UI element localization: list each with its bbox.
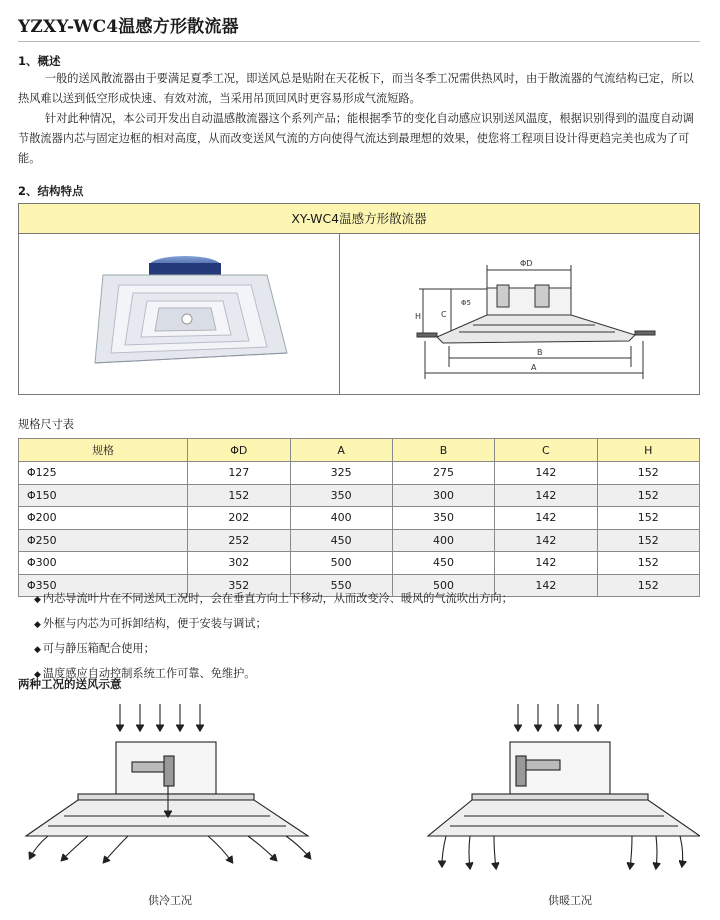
airflow-diagrams	[18, 696, 700, 874]
table-cell: 450	[392, 552, 494, 575]
table-cell: 152	[597, 529, 699, 552]
table-cell: 152	[597, 552, 699, 575]
table-row	[19, 462, 700, 485]
label-phi-5: Φ5	[461, 299, 471, 307]
table-cell: 252	[188, 529, 290, 552]
table-cell: 142	[495, 552, 597, 575]
table-cell: 450	[290, 529, 392, 552]
table-cell: 350	[392, 507, 494, 530]
feature-item: ◆ 外框与内芯为可拆卸结构，便于安装与调试；	[46, 612, 513, 637]
table-cell: 500	[392, 574, 494, 597]
header-a: A	[290, 439, 392, 462]
header-c: C	[495, 439, 597, 462]
table-row	[19, 507, 700, 530]
table-cell: 142	[495, 462, 597, 485]
table-cell: 550	[290, 574, 392, 597]
table-cell: 350	[290, 484, 392, 507]
table-cell: 142	[495, 529, 597, 552]
overview-text	[18, 69, 700, 169]
table-cell: 152	[597, 462, 699, 485]
table-cell: 400	[392, 529, 494, 552]
table-cell: 300	[392, 484, 494, 507]
header-model: 规格	[19, 439, 188, 462]
table-cell: Φ350	[19, 574, 188, 597]
table-cell: Φ250	[19, 529, 188, 552]
feature-item: ◆ 内芯导流叶片在不同送风工况时，会在垂直方向上下移动，从而改变冷、暖风的气流吹出方向；	[46, 587, 513, 612]
table-row	[19, 529, 700, 552]
label-phi-d: ΦD	[520, 259, 533, 268]
overview-paragraph-2: 针对此种情况，本公司开发出自动温感散流器这个系列产品；能根据季节的变化自动感应识别送风温度，根据识别得到的温度自动调节散流器内芯与固定边框的相对高度，从而改变送风气流的方向使得气流达到最理想的效果，使您将工程项目设计得更趋完美也成为了可能。	[18, 112, 694, 165]
diffuser-photo-illustration	[19, 233, 337, 394]
overview-paragraph-1: 一般的送风散流器由于要满足夏季工况，即送风总是贴附在天花板下，而当冬季工况需供热风时，由于散流器的气流结构已定，所以热风难以送到低空形成快速、有效对流，当采用吊顶回风时更容易形成气流短路。	[18, 72, 694, 105]
table-cell: Φ200	[19, 507, 188, 530]
header-phi-d: ΦD	[188, 439, 290, 462]
table-row	[19, 484, 700, 507]
label-h: H	[415, 312, 422, 321]
feature-item: ◆ 可与静压箱配合使用；	[46, 637, 513, 662]
spec-table-caption: 规格尺寸表	[18, 418, 74, 431]
table-cell: 325	[290, 462, 392, 485]
table-cell: 142	[495, 574, 597, 597]
header-h: H	[597, 439, 699, 462]
product-name-band: XY-WC4温感方形散流器	[19, 204, 699, 234]
heating-mode-label: 供暖工况	[548, 894, 592, 907]
table-cell: 152	[597, 507, 699, 530]
table-cell: Φ150	[19, 484, 188, 507]
label-c: C	[441, 310, 447, 319]
table-cell: 275	[392, 462, 494, 485]
dimension-drawing	[339, 233, 699, 394]
spec-table-body	[19, 462, 700, 597]
feature-list	[42, 587, 513, 687]
table-cell: 500	[290, 552, 392, 575]
label-b: B	[537, 348, 543, 357]
label-a: A	[531, 363, 537, 372]
table-cell: 142	[495, 484, 597, 507]
table-cell: 202	[188, 507, 290, 530]
header-b: B	[392, 439, 494, 462]
table-cell: 152	[597, 574, 699, 597]
section2-heading: 2、结构特点	[18, 184, 84, 198]
product-photo	[19, 233, 340, 394]
section1-heading: 1、概述	[18, 54, 61, 68]
table-cell: Φ125	[19, 462, 188, 485]
table-cell: 127	[188, 462, 290, 485]
structure-panel	[18, 203, 700, 395]
page-title: YZXY-WC4温感方形散流器	[18, 17, 239, 37]
table-cell: 400	[290, 507, 392, 530]
table-cell: 152	[597, 484, 699, 507]
cooling-mode-label: 供冷工况	[148, 894, 192, 907]
feature-item: ◆ 温度感应自动控制系统工作可靠、免维护。	[46, 662, 513, 687]
heating-mode-diagram	[428, 704, 700, 868]
table-cell: Φ300	[19, 552, 188, 575]
diffuser-dimension-diagram	[339, 233, 699, 394]
title-divider	[18, 41, 700, 42]
cooling-mode-diagram	[26, 704, 310, 862]
table-header-row	[19, 439, 700, 462]
table-cell: 352	[188, 574, 290, 597]
modes-heading: 两种工况的送风示意	[18, 677, 122, 691]
table-cell: 152	[188, 484, 290, 507]
table-cell: 302	[188, 552, 290, 575]
spec-table	[18, 438, 700, 597]
table-row	[19, 552, 700, 575]
table-cell: 142	[495, 507, 597, 530]
